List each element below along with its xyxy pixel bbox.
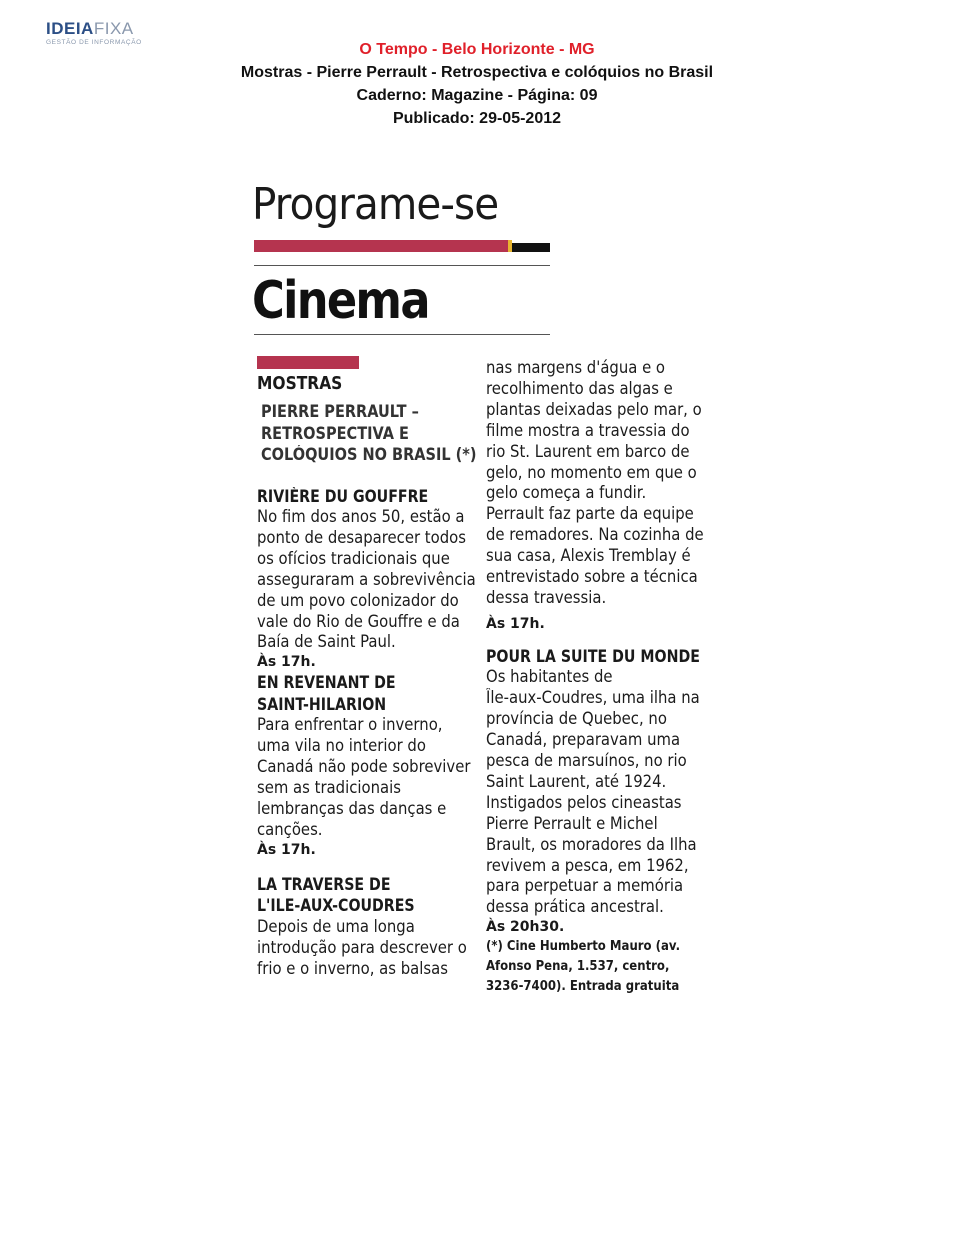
film-synopsis: Os habitantes de Île-aux-Coudres, uma ilha na província de Quebec, no Canadá, preparavam uma pesca de marsuínos, no rio Saint Laurent, até 1924. Instigados pelos cineastas Pierre Perrault e Michel Brault, os moradores da Ilha revivem a pesca, em 1962, para perpetuar a memória dessa prática ancestral. [486, 667, 700, 917]
film-title: RIVIÈRE DU GOUFFRE [257, 486, 429, 506]
logo-tagline: GESTÃO DE INFORMAÇÃO [46, 39, 142, 46]
divider-bar [254, 240, 508, 252]
film-title: EN REVENANT DE SAINT-HILARION [257, 673, 396, 714]
logo-wordmark: IDEIAFIXA [46, 19, 134, 38]
rubric: MOSTRAS [257, 373, 343, 394]
screening-time: Às 20h30. [486, 919, 565, 936]
venue-note: (*) Cine Humberto Mauro (av. Afonso Pena, 1.537, centro, 3236-7400). Entrada gratuita [486, 939, 681, 995]
series-title: PIERRE PERRAULT – RETROSPECTIVA E COLÓQUIOS NO BRASIL (*) [261, 402, 477, 464]
rule-top [254, 265, 550, 266]
column-right [486, 358, 711, 997]
header-section: Caderno: Magazine - Página: 09 [356, 87, 598, 104]
film-synopsis: No fim dos anos 50, estão a ponto de desaparecer todos os ofícios tradicionais que asseguraram a sobrevivência de um povo colonizador do vale do Rio de Gouffre e da Baía de Saint Paul. [257, 507, 476, 652]
film-synopsis-continued: nas margens d'água e o recolhimento das algas e plantas deixadas pelo mar, o filme mostra a travessia do rio St. Laurent em barco de gelo, no momento em que o gelo começa a fundir. Perrault faz parte da equipe de remadores. Na cozinha de sua casa, Alexis Tremblay é entrevistado sobre a técnica dessa travessia. [486, 358, 704, 607]
film-title: POUR LA SUITE DU MONDE [486, 646, 700, 666]
column-left [257, 356, 482, 980]
rubric-bar [257, 356, 359, 369]
newspaper-clipping [250, 178, 710, 1008]
screening-time: Às 17h. [257, 841, 316, 858]
header-published: Publicado: 29-05-2012 [392, 110, 562, 127]
header-title: Mostras - Pierre Perrault - Retrospectiva e colóquios no Brasil [240, 64, 714, 81]
film-synopsis: Para enfrentar o inverno, uma vila no interior do Canadá não pode sobreviver sem as tradicionais lembranças das danças e canções. [257, 715, 471, 839]
section-title: Cinema [252, 271, 429, 331]
header-source: O Tempo - Belo Horizonte - MG [359, 41, 595, 58]
film-synopsis: Depois de uma longa introdução para descrever o frio e o inverno, as balsas [257, 916, 467, 978]
screening-time: Às 17h. [486, 615, 545, 632]
film-title: LA TRAVERSE DE L'ILE-AUX-COUDRES [257, 874, 415, 916]
clipping-header [0, 38, 954, 130]
screening-time: Às 17h. [257, 654, 316, 671]
divider-bar-end [512, 243, 550, 252]
rule-bottom [254, 334, 550, 335]
kicker: Programe-se [252, 179, 499, 230]
